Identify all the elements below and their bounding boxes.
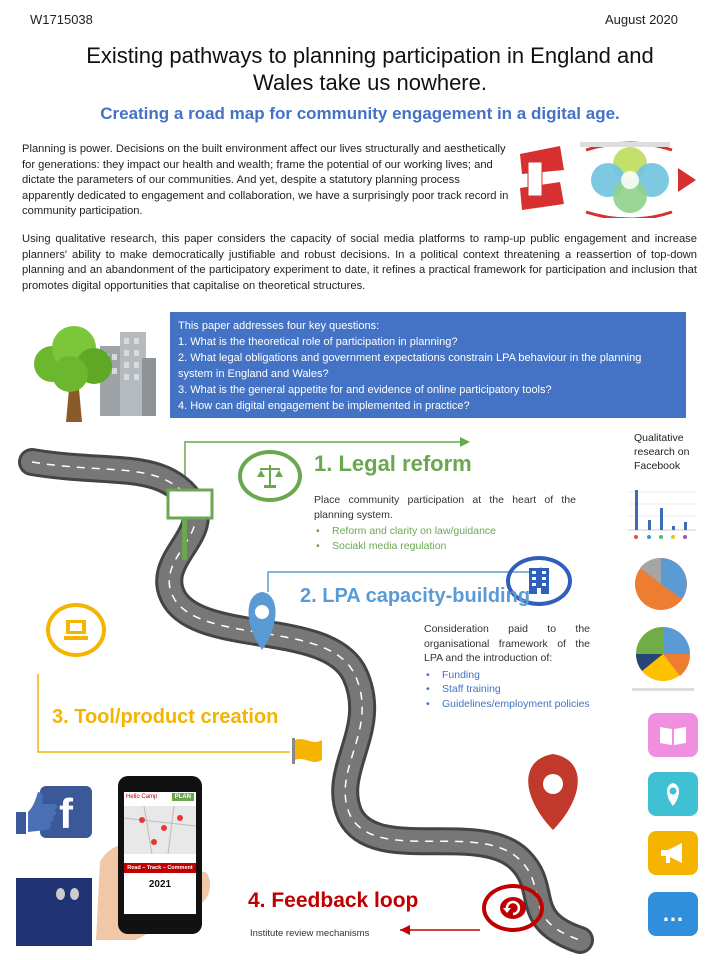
step-1-bullet: • Reform and clarity on law/guidance xyxy=(332,524,576,539)
questions-intro: This paper addresses four key questions: xyxy=(178,320,380,332)
sidebar-label: Qualitative research on Facebook xyxy=(634,432,690,472)
app-year: 2021 xyxy=(148,879,172,890)
question-4: 4. How can digital engagement be implemented in practice? xyxy=(178,400,470,412)
refresh-loop-icon xyxy=(482,884,544,932)
svg-text:f: f xyxy=(59,790,73,837)
computer-icon xyxy=(46,603,106,657)
step-1-text xyxy=(314,493,576,553)
step-1-body: Place community participation at the heart of the planning system. xyxy=(314,494,576,521)
megaphone-icon xyxy=(648,831,698,875)
book-icon xyxy=(648,713,698,757)
facebook-pie-chart-2-thumbnail xyxy=(628,618,698,694)
app-name: Hello Camp xyxy=(126,794,158,800)
step-3-heading: 3. Tool/product creation xyxy=(52,706,279,728)
phone-frame xyxy=(118,776,202,934)
location-pin-icon xyxy=(648,772,698,816)
facebook-bar-chart-thumbnail xyxy=(622,478,700,542)
page-title: Existing pathways to planning participation in England and Wales take us nowhere. xyxy=(86,43,654,95)
app-tagline: Read – Track – Comment xyxy=(124,863,196,873)
phone-screen xyxy=(124,792,196,914)
step-4-heading: 4. Feedback loop xyxy=(248,889,419,912)
step-2-bullet: • Guidelines/employment policies xyxy=(442,697,590,712)
plan-tag: PLAN xyxy=(172,793,194,801)
page-subtitle: Creating a road map for community engagement in a digital age. xyxy=(100,104,620,123)
facebook-like-icon xyxy=(12,782,96,842)
student-id: W1715038 xyxy=(30,12,93,27)
step-2-text xyxy=(424,622,590,711)
step-4-body: Institute review mechanisms xyxy=(250,928,370,939)
step-1-bullet: • Sociakl media regulation xyxy=(332,539,576,554)
key-questions-box xyxy=(170,312,686,418)
question-2: 2. What legal obligations and government expectations constrain LPA behaviour in the planning system in England and Wales? xyxy=(178,352,642,380)
step-2-body: Consideration paid to the organisational framework of the LPA and the introduction of: xyxy=(424,623,590,664)
tree-buildings-icon xyxy=(30,318,160,426)
step-2-bullet: • Staff training xyxy=(442,682,590,697)
chat-ellipsis-icon: … xyxy=(648,892,698,936)
question-3: 3. What is the general appetite for and evidence of online participatory tools? xyxy=(178,384,552,396)
intro-paragraph-1: Planning is power. Decisions on the built environment affect our lives structurally and aesthetically for generations: they impact our health and wealth; frame the potential of our working lives; and dictate the parameters of our communities. And yet, despite a statutory planning process apparently dedicated to engagement and collaboration, we have a surprisingly poor track record in community participation. xyxy=(22,143,509,217)
facebook-pie-chart-1-thumbnail xyxy=(624,552,698,612)
step-2-bullet: • Funding xyxy=(442,668,590,683)
step-1-heading: 1. Legal reform xyxy=(314,451,472,476)
phone-map-icon xyxy=(124,806,196,854)
question-1: 1. What is the theoretical role of participation in planning? xyxy=(178,336,458,348)
framework-diagram-thumbnail xyxy=(520,140,700,218)
scales-of-justice-icon xyxy=(238,450,302,502)
intro-paragraph-2: Using qualitative research, this paper considers the capacity of social media platforms to ramp-up public engagement and increase planners' ability to make democratically justifiable and robust decisions. In a political context threatening a reassertion of top-down planning and an abandonment of the participatory experiment to date, it refines a practical framework for participation and inclusion that promotes digital opportunities that capitalise on theoretical structures. xyxy=(22,233,697,292)
avatar-square-icon xyxy=(16,878,92,946)
step-2-heading: 2. LPA capacity-building xyxy=(300,585,531,607)
date: August 2020 xyxy=(604,12,678,27)
